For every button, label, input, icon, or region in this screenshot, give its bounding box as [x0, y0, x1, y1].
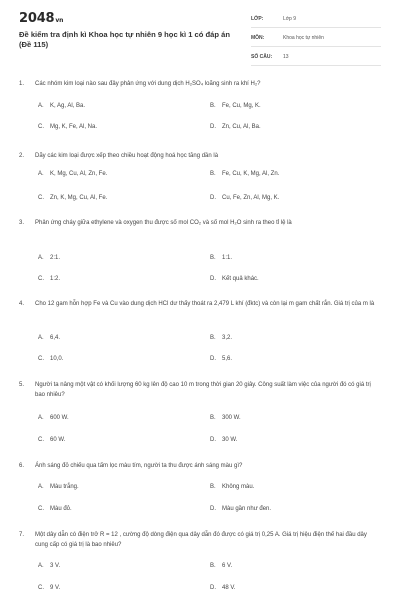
meta-value: Lớp 9 — [283, 16, 297, 22]
meta-row-subject — [251, 31, 381, 47]
option-text: Fe, Cu, K, Mg, Al, Zn. — [222, 171, 280, 177]
option-letter: D. — [210, 585, 216, 591]
option-letter: A. — [38, 171, 44, 177]
question-text: Phản ứng cháy giữa ethylene và oxygen thu được số mol CO₂ và số mol H₂O sinh ra theo tỉ lệ là — [35, 220, 292, 226]
question-4 — [19, 300, 381, 366]
option-letter: D. — [210, 276, 216, 282]
option-text: Màu gần như đen. — [222, 506, 272, 512]
question-3 — [19, 219, 381, 285]
question-5 — [19, 381, 381, 447]
option-text: 3,2. — [222, 335, 233, 341]
option-b[interactable] — [210, 170, 279, 178]
option-a[interactable] — [38, 414, 69, 422]
question-number: 4. — [19, 301, 25, 307]
option-letter: C. — [38, 276, 44, 282]
option-letter: C. — [38, 124, 44, 130]
meta-value: Khoa học tự nhiên — [283, 35, 324, 41]
question-7 — [19, 531, 381, 597]
question-text: Các nhóm kim loại nào sau đây phản ứng với dung dịch H₂SO₄ loãng sinh ra khí H₂? — [35, 81, 261, 87]
option-letter: B. — [210, 415, 216, 421]
option-letter: A. — [38, 415, 44, 421]
question-1 — [19, 80, 381, 135]
option-text: 60 W. — [50, 437, 66, 443]
question-text: Dãy các kim loại được xếp theo chiều hoạt động hoá học tăng dần là — [35, 153, 219, 159]
question-text: Người ta nâng một vật có khối lượng 60 kg lên độ cao 10 m trong thời gian 20 giây. Công suất làm việc của người đó có giá trị bao nhiêu? — [35, 382, 371, 398]
option-letter: C. — [38, 195, 44, 201]
option-a[interactable] — [38, 102, 85, 110]
option-letter: B. — [210, 103, 216, 109]
option-text: Zn, Cu, Al, Ba. — [222, 124, 261, 130]
option-d[interactable] — [210, 275, 259, 283]
question-number: 1. — [19, 81, 25, 87]
option-text: 6,4. — [50, 335, 61, 341]
option-letter: A. — [38, 484, 44, 490]
option-d[interactable] — [210, 505, 271, 513]
option-c[interactable] — [38, 194, 107, 202]
meta-row-count — [251, 50, 381, 66]
meta-label: LỚP: — [251, 16, 264, 22]
question-number: 5. — [19, 382, 25, 388]
option-text: Kết quả khác. — [222, 276, 259, 282]
option-letter: C. — [38, 356, 44, 362]
option-d[interactable] — [210, 123, 261, 131]
option-c[interactable] — [38, 505, 72, 513]
option-b[interactable] — [210, 102, 261, 110]
option-letter: A. — [38, 255, 44, 261]
option-a[interactable] — [38, 254, 60, 262]
option-d[interactable] — [210, 584, 235, 592]
option-b[interactable] — [210, 334, 232, 342]
option-c[interactable] — [38, 275, 60, 283]
option-text: 5,6. — [222, 356, 233, 362]
option-letter: D. — [210, 195, 216, 201]
option-a[interactable] — [38, 334, 60, 342]
option-text: 1:2. — [50, 276, 61, 282]
option-text: Mg, K, Fe, Al, Na. — [50, 124, 98, 130]
meta-value: 13 — [283, 54, 289, 60]
site-logo[interactable] — [19, 11, 63, 26]
option-c[interactable] — [38, 123, 97, 131]
page-header — [0, 0, 400, 72]
option-letter: D. — [210, 437, 216, 443]
question-text: Ánh sáng đỏ chiếu qua tấm lọc màu tím, người ta thu được ánh sáng màu gì? — [35, 463, 243, 469]
option-letter: D. — [210, 506, 216, 512]
option-text: Màu đỏ. — [50, 506, 72, 512]
logo-suffix: vn — [55, 17, 64, 24]
question-text: Cho 12 gam hỗn hợp Fe và Cu vào dung dịch HCl dư thấy thoát ra 2,479 L khí (đktc) và còn lại m gam chất rắn. Giá trị của m là — [35, 301, 375, 307]
option-text: K, Ag, Al, Ba. — [50, 103, 86, 109]
option-d[interactable] — [210, 436, 237, 444]
question-number: 6. — [19, 463, 25, 469]
option-a[interactable] — [38, 483, 79, 491]
option-letter: C. — [38, 437, 44, 443]
option-text: 30 W. — [222, 437, 238, 443]
option-b[interactable] — [210, 483, 254, 491]
question-text: Một dây dẫn có điện trở R = 12 , cường độ dòng điện qua dây dẫn đó được có giá trị 0,25 A. Giá trị hiệu điện thế hai đầu dây cung cấp có giá trị là bao nhiêu? — [35, 532, 367, 548]
question-2 — [19, 152, 381, 207]
meta-panel — [251, 12, 381, 69]
option-text: K, Mg, Cu, Al, Zn, Fe. — [50, 171, 108, 177]
option-text: 300 W. — [222, 415, 241, 421]
option-letter: C. — [38, 585, 44, 591]
option-b[interactable] — [210, 562, 232, 570]
question-number: 7. — [19, 532, 25, 538]
option-letter: B. — [210, 335, 216, 341]
option-letter: B. — [210, 563, 216, 569]
option-letter: B. — [210, 484, 216, 490]
option-letter: B. — [210, 171, 216, 177]
option-letter: D. — [210, 356, 216, 362]
option-b[interactable] — [210, 254, 232, 262]
option-c[interactable] — [38, 436, 65, 444]
option-letter: A. — [38, 103, 44, 109]
option-text: 10,0. — [50, 356, 64, 362]
option-text: Zn, K, Mg, Cu, Al, Fe. — [50, 195, 108, 201]
meta-row-class — [251, 12, 381, 28]
option-letter: A. — [38, 563, 44, 569]
option-letter: C. — [38, 506, 44, 512]
option-d[interactable] — [210, 355, 232, 363]
option-text: 600 W. — [50, 415, 69, 421]
option-text: Cu, Fe, Zn, Al, Mg, K. — [222, 195, 280, 201]
question-6 — [19, 462, 381, 518]
option-text: Màu trắng. — [50, 484, 79, 490]
option-text: 2:1. — [50, 255, 61, 261]
option-d[interactable] — [210, 194, 279, 202]
option-letter: D. — [210, 124, 216, 130]
option-text: 3 V. — [50, 563, 61, 569]
question-number: 3. — [19, 220, 25, 226]
option-text: 6 V. — [222, 563, 233, 569]
option-b[interactable] — [210, 414, 241, 422]
option-a[interactable] — [38, 562, 60, 570]
option-letter: B. — [210, 255, 216, 261]
meta-label: SỐ CÂU: — [251, 54, 273, 60]
option-text: 9 V. — [50, 585, 61, 591]
option-a[interactable] — [38, 170, 107, 178]
logo-text: 2048 — [19, 11, 55, 26]
option-text: 48 V. — [222, 585, 236, 591]
meta-label: MÔN: — [251, 35, 265, 41]
page-title: Đề kiểm tra định kì Khoa học tự nhiên 9 học kì 1 có đáp án (Đề 115) — [19, 30, 230, 49]
question-number: 2. — [19, 153, 25, 159]
option-c[interactable] — [38, 584, 60, 592]
option-c[interactable] — [38, 355, 63, 363]
option-text: Fe, Cu, Mg, K. — [222, 103, 261, 109]
option-letter: A. — [38, 335, 44, 341]
option-text: 1:1. — [222, 255, 233, 261]
option-text: Không màu. — [222, 484, 255, 490]
